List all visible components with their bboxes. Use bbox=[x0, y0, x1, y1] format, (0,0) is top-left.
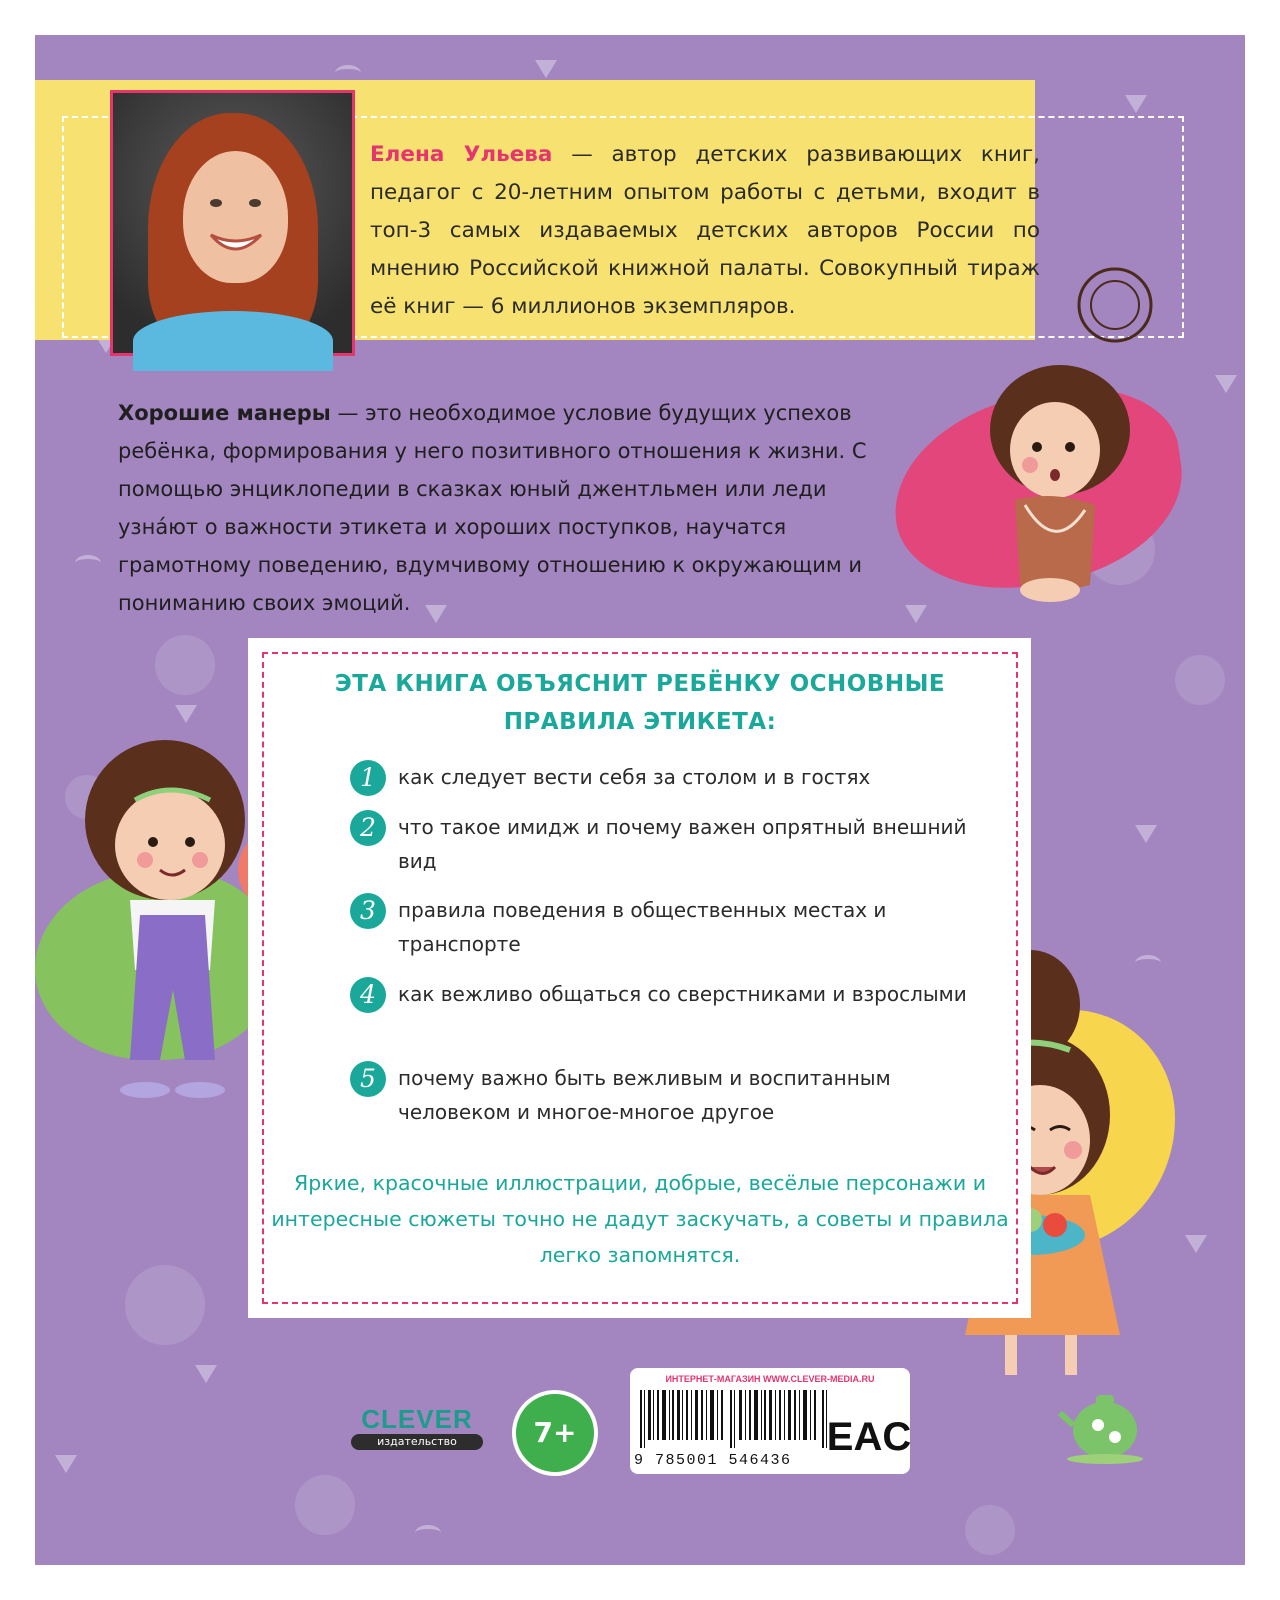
intro-text: — это необходимое условие будущих успехов ребёнка, формирования у него позитивного отношения к жизни. С помощью энциклопедии в сказках юный джентльмен или леди узнáют о важности этикета и хороших поступков, научатся грамотному поведению, вдумчивому отношению к окружающим и пониманию своих эмоций. bbox=[118, 401, 867, 615]
author-photo bbox=[110, 90, 355, 356]
publisher-logo-word: CLEVER bbox=[361, 1404, 473, 1434]
triangle-decoration bbox=[1215, 375, 1237, 393]
barcode-icon bbox=[640, 1390, 828, 1448]
rule-number-badge: 2 bbox=[350, 810, 386, 846]
triangle-decoration bbox=[535, 60, 557, 78]
triangle-decoration bbox=[905, 605, 927, 623]
rules-panel-title bbox=[262, 665, 1018, 741]
rules-title-line1: ЭТА КНИГА ОБЪЯСНИТ РЕБЁНКУ ОСНОВНЫЕ bbox=[334, 671, 946, 697]
publisher-logo bbox=[347, 1404, 487, 1450]
author-name: Елена Ульева bbox=[370, 142, 553, 167]
squiggle-decoration bbox=[335, 65, 361, 81]
triangle-decoration bbox=[1125, 95, 1147, 113]
dot-decoration bbox=[125, 1265, 205, 1345]
rules-title-line2: ПРАВИЛА ЭТИКЕТА: bbox=[503, 709, 777, 735]
barcode-box bbox=[630, 1368, 910, 1474]
intro-lead: Хорошие манеры bbox=[118, 401, 331, 425]
eac-mark-icon bbox=[826, 1398, 912, 1468]
rule-text: почему важно быть вежливым и воспитанным человеком и многое-многое другое bbox=[398, 1066, 891, 1124]
author-bio-text: — автор детских развивающих книг, педагог с 20-летним опытом работы с детьми, входит в топ-3 самых издаваемых детских авторов России по мнению Российской книжной палаты. Совокупный тираж её книг — 6 миллионов экземпляров. bbox=[370, 142, 1040, 319]
triangle-decoration bbox=[1185, 1235, 1207, 1253]
triangle-decoration bbox=[55, 1455, 77, 1473]
dot-decoration bbox=[155, 635, 215, 695]
triangle-decoration bbox=[195, 1365, 217, 1383]
rule-number-badge: 3 bbox=[350, 893, 386, 929]
dot-decoration bbox=[965, 1505, 1015, 1555]
dot-decoration bbox=[295, 1475, 355, 1535]
squiggle-decoration bbox=[75, 555, 101, 571]
rule-number-badge: 4 bbox=[350, 977, 386, 1013]
age-rating-badge bbox=[512, 1390, 598, 1476]
isbn-number: 9 785001 546436 bbox=[634, 1452, 792, 1469]
closing-text: Яркие, красочные иллюстрации, добрые, весёлые персонажи и интересные сюжеты точно не дадут заскучать, а советы и правила легко запомнятся. bbox=[271, 1171, 1009, 1267]
rule-text: как вежливо общаться со сверстниками и взрослыми bbox=[398, 982, 967, 1006]
teapot-illustration bbox=[1060, 1375, 1150, 1465]
girl-with-necklaces-illustration bbox=[975, 265, 1185, 610]
author-bio bbox=[370, 136, 1040, 326]
girl-with-mirror-illustration bbox=[35, 720, 275, 1120]
rule-number-badge: 5 bbox=[350, 1061, 386, 1097]
triangle-decoration bbox=[1135, 825, 1157, 843]
rule-text: правила поведения в общественных местах и транспорте bbox=[398, 898, 887, 956]
shop-url: ИНТЕРНЕТ-МАГАЗИН WWW.CLEVER-MEDIA.RU bbox=[665, 1374, 875, 1384]
publisher-logo-sub: издательство bbox=[351, 1434, 483, 1450]
age-rating-text: 7+ bbox=[533, 1416, 577, 1449]
squiggle-decoration bbox=[415, 1525, 441, 1541]
face-features-icon bbox=[183, 151, 288, 283]
intro-paragraph bbox=[118, 394, 898, 622]
eac-mark-text: EAC bbox=[826, 1415, 912, 1459]
rule-number-badge: 1 bbox=[350, 760, 386, 796]
rule-text: как следует вести себя за столом и в гостях bbox=[398, 765, 871, 789]
rule-text: что такое имидж и почему важен опрятный внешний вид bbox=[398, 815, 967, 873]
dot-decoration bbox=[1175, 655, 1225, 705]
